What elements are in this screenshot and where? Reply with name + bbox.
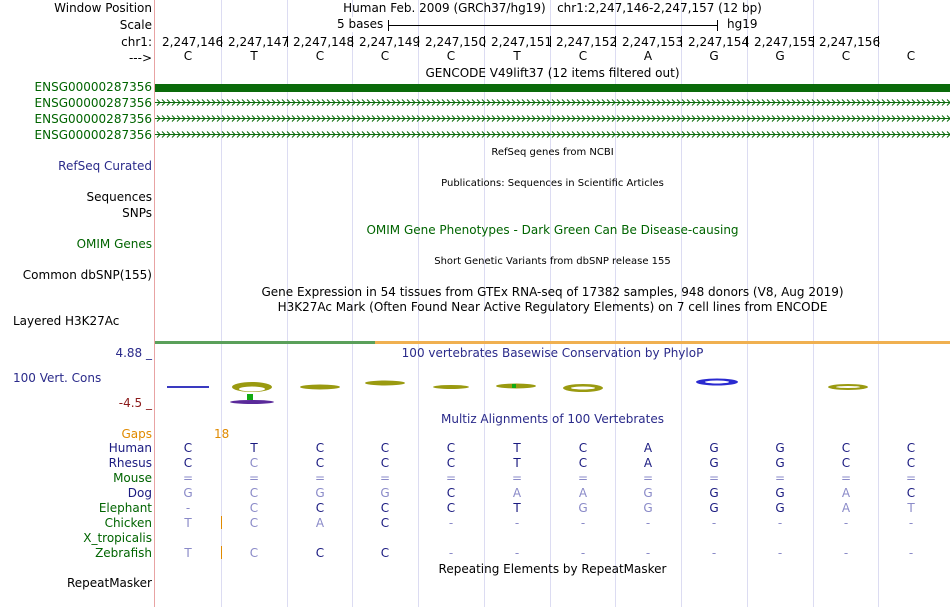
- coordinate-label: 2,247,154: [688, 35, 750, 49]
- h3k27ac-track-title[interactable]: H3K27Ac Mark (Often Found Near Active Regulatory Elements) on 7 cell lines from ENCODE: [277, 300, 828, 314]
- aligned-base: G: [775, 456, 785, 470]
- reference-base: C: [183, 49, 193, 63]
- aligned-base: G: [775, 501, 785, 515]
- gencode-track-title[interactable]: GENCODE V49lift37 (12 items filtered out): [425, 66, 680, 80]
- multiz-track-title[interactable]: Multiz Alignments of 100 Vertebrates: [440, 412, 665, 426]
- aligned-base: A: [512, 486, 522, 500]
- reference-base: G: [709, 49, 719, 63]
- aligned-base: G: [709, 486, 719, 500]
- omim-label[interactable]: OMIM Genes: [76, 237, 152, 251]
- aligned-base: -: [843, 546, 849, 560]
- snps-label[interactable]: SNPs: [122, 206, 152, 220]
- aligned-base: -: [580, 546, 586, 560]
- gap-marker: [221, 546, 222, 559]
- aligned-base: -: [908, 546, 914, 560]
- coordinate-label: 2,247,148: [293, 35, 355, 49]
- aligned-base: C: [380, 501, 390, 515]
- conservation-label[interactable]: 100 Vert. Cons: [13, 371, 102, 385]
- aligned-base: T: [907, 501, 915, 515]
- gene-feature-bar[interactable]: [155, 84, 950, 92]
- gtex-track-title[interactable]: Gene Expression in 54 tissues from GTEx RNA-seq of 17382 samples, 948 donors (V8, Aug 2019): [261, 285, 844, 299]
- aligned-base: G: [709, 441, 719, 455]
- aligned-base: C: [315, 501, 325, 515]
- reference-base: C: [578, 49, 588, 63]
- aligned-base: =: [248, 471, 260, 485]
- aligned-base: C: [315, 441, 325, 455]
- aligned-base: C: [380, 546, 390, 560]
- scale-text: 5 bases: [337, 17, 384, 31]
- aligned-base: -: [448, 546, 454, 560]
- aligned-base: -: [645, 546, 651, 560]
- aligned-base: C: [315, 546, 325, 560]
- aligned-base: C: [249, 456, 259, 470]
- omim-track-title[interactable]: OMIM Gene Phenotypes - Dark Green Can Be Disease-causing: [366, 223, 739, 237]
- species-label[interactable]: Elephant: [98, 501, 152, 515]
- h3k27ac-label[interactable]: Layered H3K27Ac: [13, 314, 120, 328]
- refseq-label[interactable]: RefSeq Curated: [58, 159, 152, 173]
- gencode-gene-label[interactable]: ENSG00000287356: [34, 80, 152, 94]
- aligned-base: C: [446, 501, 456, 515]
- publications-track-title[interactable]: Publications: Sequences in Scientific Articles: [441, 178, 664, 189]
- refseq-track-title[interactable]: RefSeq genes from NCBI: [491, 147, 614, 158]
- reference-base: C: [380, 49, 390, 63]
- repeatmasker-track-title[interactable]: Repeating Elements by RepeatMasker: [438, 562, 667, 576]
- dbsnp-label[interactable]: Common dbSNP(155): [22, 268, 152, 282]
- aligned-base: C: [380, 456, 390, 470]
- strand-label: --->: [128, 51, 152, 65]
- aligned-base: =: [314, 471, 326, 485]
- aligned-base: -: [777, 516, 783, 530]
- reference-base: G: [775, 49, 785, 63]
- reference-base: A: [643, 49, 653, 63]
- aligned-base: -: [645, 516, 651, 530]
- coordinate-label: 2,247,156: [819, 35, 881, 49]
- coordinate-label: 2,247,146: [162, 35, 224, 49]
- aligned-base: -: [908, 516, 914, 530]
- aligned-base: C: [380, 516, 390, 530]
- window-position-text: Human Feb. 2009 (GRCh37/hg19) chr1:2,247,146-2,247,157 (12 bp): [343, 1, 762, 15]
- aligned-base: =: [577, 471, 589, 485]
- gencode-gene-label[interactable]: ENSG00000287356: [34, 112, 152, 126]
- coordinate-label: 2,247,149: [359, 35, 421, 49]
- aligned-base: C: [315, 456, 325, 470]
- aligned-base: =: [182, 471, 194, 485]
- aligned-base: T: [513, 441, 521, 455]
- gene-feature-line[interactable]: [155, 114, 950, 123]
- aligned-base: G: [775, 486, 785, 500]
- dbsnp-track-title[interactable]: Short Genetic Variants from dbSNP release 155: [434, 256, 671, 267]
- coordinate-label: 2,247,151: [491, 35, 553, 49]
- coordinate-label: 2,247,153: [622, 35, 684, 49]
- gaps-value: 18: [214, 427, 230, 441]
- aligned-base: =: [511, 471, 523, 485]
- aligned-base: C: [906, 441, 916, 455]
- gap-marker: [221, 516, 222, 529]
- aligned-base: -: [448, 516, 454, 530]
- coordinate-label: 2,247,147: [228, 35, 290, 49]
- aligned-base: C: [841, 441, 851, 455]
- conservation-max: 4.88 _: [115, 346, 152, 360]
- aligned-base: C: [906, 486, 916, 500]
- aligned-base: -: [711, 516, 717, 530]
- phylop-track-title[interactable]: 100 vertebrates Basewise Conservation by PhyloP: [401, 346, 704, 360]
- aligned-base: A: [643, 456, 653, 470]
- gene-feature-line[interactable]: [155, 130, 950, 139]
- aligned-base: =: [774, 471, 786, 485]
- species-label[interactable]: Mouse: [113, 471, 152, 485]
- species-label[interactable]: Human: [108, 441, 152, 455]
- coordinate-label: 2,247,155: [754, 35, 816, 49]
- reference-base: C: [841, 49, 851, 63]
- aligned-base: A: [841, 486, 851, 500]
- phylop-signal: [155, 376, 950, 410]
- aligned-base: =: [379, 471, 391, 485]
- aligned-base: G: [775, 441, 785, 455]
- aligned-base: G: [709, 501, 719, 515]
- aligned-base: C: [249, 546, 259, 560]
- aligned-base: C: [446, 486, 456, 500]
- reference-base: C: [446, 49, 456, 63]
- window-position-label: Window Position: [54, 1, 152, 15]
- aligned-base: G: [643, 486, 653, 500]
- aligned-base: -: [514, 516, 520, 530]
- aligned-base: C: [380, 441, 390, 455]
- gene-feature-line[interactable]: [155, 98, 950, 107]
- aligned-base: -: [514, 546, 520, 560]
- aligned-base: =: [708, 471, 720, 485]
- aligned-base: G: [709, 456, 719, 470]
- aligned-base: C: [578, 441, 588, 455]
- coordinate-label: 2,247,152: [556, 35, 618, 49]
- scale-bar: [388, 18, 718, 32]
- aligned-base: C: [249, 501, 259, 515]
- aligned-base: =: [642, 471, 654, 485]
- aligned-base: =: [840, 471, 852, 485]
- aligned-base: G: [643, 501, 653, 515]
- aligned-base: C: [183, 441, 193, 455]
- aligned-base: -: [580, 516, 586, 530]
- h3k27ac-signal: [155, 341, 950, 344]
- scale-assembly: hg19: [727, 17, 758, 31]
- reference-base: C: [906, 49, 916, 63]
- aligned-base: C: [446, 441, 456, 455]
- reference-base: C: [315, 49, 325, 63]
- species-label[interactable]: Chicken: [104, 516, 152, 530]
- aligned-base: -: [777, 546, 783, 560]
- aligned-base: C: [841, 456, 851, 470]
- aligned-base: C: [906, 456, 916, 470]
- scale-label: Scale: [119, 18, 152, 32]
- gencode-gene-label[interactable]: ENSG00000287356: [34, 128, 152, 142]
- aligned-base: =: [445, 471, 457, 485]
- aligned-base: G: [183, 486, 193, 500]
- aligned-base: T: [184, 546, 192, 560]
- aligned-base: C: [249, 516, 259, 530]
- coordinate-label: 2,247,150: [425, 35, 487, 49]
- aligned-base: T: [513, 501, 521, 515]
- aligned-base: -: [185, 501, 191, 515]
- aligned-base: T: [513, 456, 521, 470]
- species-label[interactable]: Rhesus: [108, 456, 152, 470]
- gaps-label: Gaps: [121, 427, 152, 441]
- aligned-base: G: [315, 486, 325, 500]
- aligned-base: A: [315, 516, 325, 530]
- reference-base: T: [250, 49, 258, 63]
- conservation-min: -4.5 _: [118, 396, 152, 410]
- aligned-base: -: [843, 516, 849, 530]
- species-label[interactable]: X_tropicalis: [83, 531, 152, 545]
- sequences-label[interactable]: Sequences: [86, 190, 152, 204]
- gencode-gene-label[interactable]: ENSG00000287356: [34, 96, 152, 110]
- aligned-base: A: [841, 501, 851, 515]
- repeatmasker-label[interactable]: RepeatMasker: [66, 576, 152, 590]
- aligned-base: T: [184, 516, 192, 530]
- aligned-base: C: [249, 486, 259, 500]
- aligned-base: G: [380, 486, 390, 500]
- aligned-base: A: [578, 486, 588, 500]
- aligned-base: =: [905, 471, 917, 485]
- aligned-base: C: [578, 456, 588, 470]
- species-label[interactable]: Zebrafish: [95, 546, 152, 560]
- aligned-base: T: [250, 441, 258, 455]
- aligned-base: C: [446, 456, 456, 470]
- aligned-base: -: [711, 546, 717, 560]
- aligned-base: A: [643, 441, 653, 455]
- chrom-label: chr1:: [121, 35, 152, 49]
- species-label[interactable]: Dog: [127, 486, 152, 500]
- aligned-base: G: [578, 501, 588, 515]
- aligned-base: C: [183, 456, 193, 470]
- reference-base: T: [513, 49, 521, 63]
